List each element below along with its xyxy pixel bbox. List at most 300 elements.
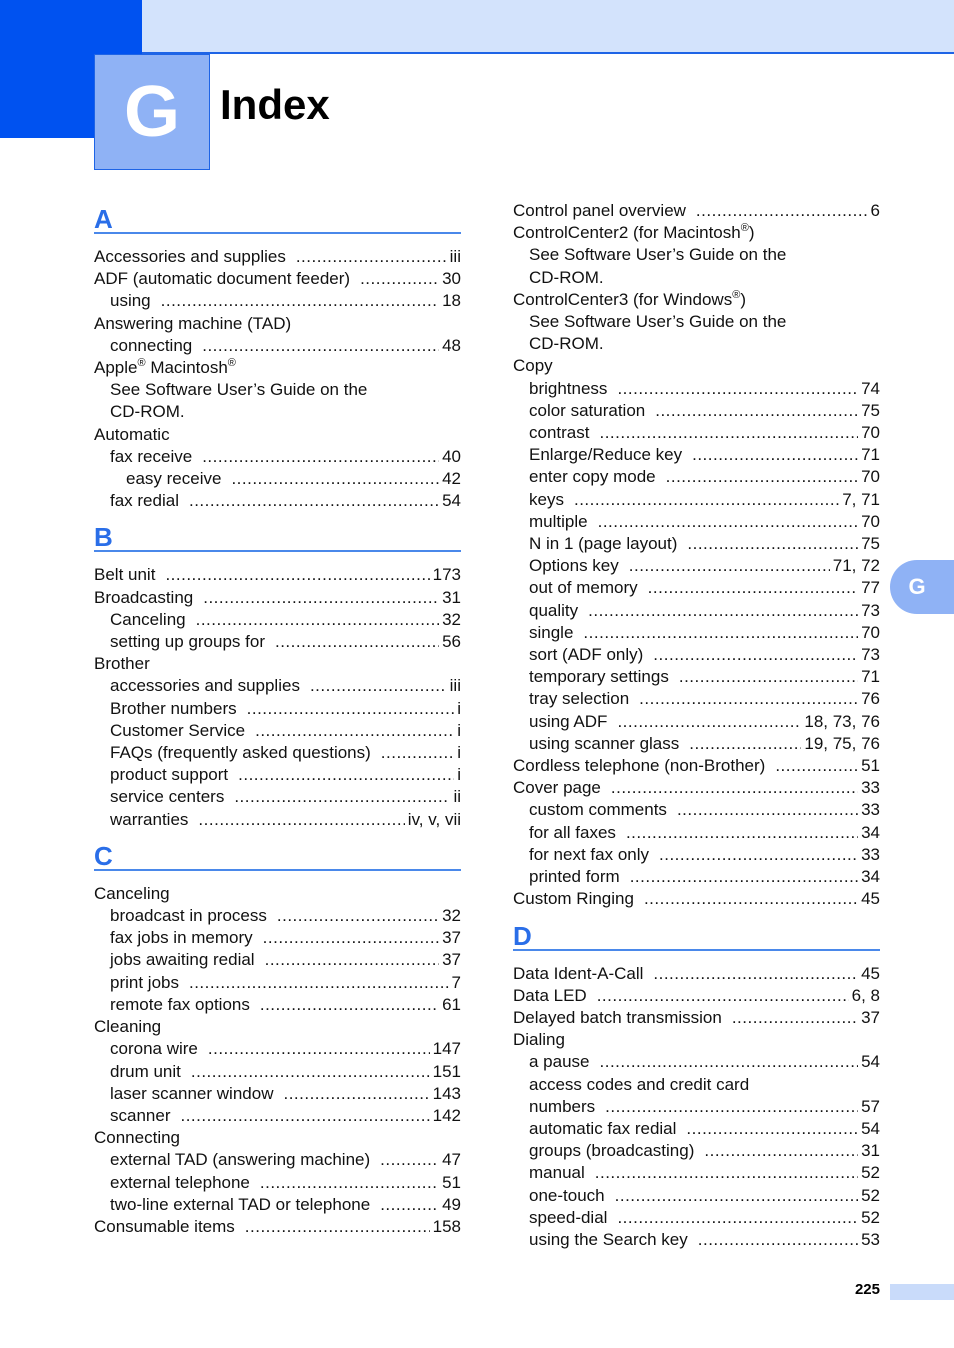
entry-text: CD-ROM. <box>529 334 604 354</box>
dot-leader <box>666 466 858 488</box>
page-reference[interactable]: 47 <box>442 1150 461 1170</box>
index-entry <box>513 378 880 400</box>
index-entry <box>94 809 461 831</box>
entry-term <box>110 675 300 697</box>
page-reference[interactable]: 70 <box>861 467 880 487</box>
entry-term <box>529 866 620 888</box>
page-reference[interactable]: 71, 72 <box>832 556 880 576</box>
page-reference[interactable]: 18, 73, 76 <box>804 711 880 731</box>
entry-term <box>513 755 765 777</box>
page-reference[interactable]: iii <box>449 676 461 696</box>
page-reference[interactable]: 52 <box>861 1163 880 1183</box>
entry-text: using the Search key <box>529 1229 688 1249</box>
entry-text: sort (ADF only) <box>529 645 644 665</box>
entry-term <box>126 468 221 490</box>
page-reference[interactable]: i <box>457 698 461 718</box>
entry-term <box>513 355 553 377</box>
dot-leader <box>679 666 858 688</box>
page-reference[interactable]: 33 <box>861 800 880 820</box>
index-entry <box>513 400 880 422</box>
page-reference[interactable]: i <box>457 765 461 785</box>
entry-term <box>110 401 185 423</box>
entry-text: Connecting <box>94 1128 181 1148</box>
entry-text: See Software User’s Guide on the <box>529 245 787 265</box>
index-section <box>513 200 880 911</box>
page-number: 225 <box>854 1281 880 1298</box>
entry-text: accessories and supplies <box>110 676 300 696</box>
page-reference[interactable]: 75 <box>861 400 880 420</box>
entry-term <box>529 244 786 266</box>
page-reference[interactable]: 73 <box>861 645 880 665</box>
page-reference[interactable]: 45 <box>861 889 880 909</box>
entry-term <box>110 379 367 401</box>
page-reference[interactable]: 52 <box>861 1207 880 1227</box>
index-entry <box>513 985 880 1007</box>
entry-text: access codes and credit card <box>529 1074 750 1094</box>
dot-leader <box>598 511 858 533</box>
page-reference[interactable]: 70 <box>861 511 880 531</box>
index-entry <box>513 1229 880 1251</box>
index-entry <box>513 555 880 577</box>
dot-leader <box>260 1172 439 1194</box>
entry-text: fax receive <box>110 446 193 466</box>
entry-text: product support <box>110 765 229 785</box>
entry-term <box>529 1207 607 1229</box>
entry-text: Delayed batch transmission <box>513 1007 722 1027</box>
entry-text: CD-ROM. <box>110 402 185 422</box>
entry-term <box>110 949 255 971</box>
entry-term <box>110 290 151 312</box>
page-reference[interactable]: 45 <box>861 963 880 983</box>
entry-term <box>529 489 564 511</box>
dot-leader <box>265 949 439 971</box>
entry-text: Automatic <box>94 424 170 444</box>
index-entry <box>94 335 461 357</box>
entry-text: Belt unit <box>94 565 156 585</box>
page-reference[interactable]: i <box>457 743 461 763</box>
index-entry <box>94 246 461 268</box>
index-entry <box>94 468 461 490</box>
entry-term <box>529 711 607 733</box>
entry-text: Custom Ringing <box>513 889 634 909</box>
section-letter: B <box>94 522 113 553</box>
dot-leader <box>161 290 439 312</box>
page-reference[interactable]: 31 <box>442 587 461 607</box>
page-reference[interactable]: 7 <box>451 972 461 992</box>
index-entry <box>94 1105 461 1127</box>
registered-mark: ® <box>732 288 741 301</box>
entry-term <box>110 631 265 653</box>
index-entry <box>94 675 461 697</box>
section-divider <box>94 550 461 552</box>
dot-leader <box>574 489 839 511</box>
entry-term <box>529 622 573 644</box>
entry-term <box>529 311 786 333</box>
page-reference[interactable]: 54 <box>442 491 461 511</box>
entry-term <box>94 313 291 335</box>
entry-term <box>110 1061 181 1083</box>
page-reference[interactable]: 51 <box>442 1172 461 1192</box>
entry-text: CD-ROM. <box>529 267 604 287</box>
entry-term <box>529 644 643 666</box>
dot-leader <box>698 1229 858 1251</box>
index-entry <box>94 401 461 423</box>
page-reference[interactable]: 71 <box>861 667 880 687</box>
entry-text: ADF (automatic document feeder) <box>94 269 351 289</box>
entry-term <box>110 809 188 831</box>
index-entry <box>513 844 880 866</box>
page-reference[interactable]: 40 <box>442 446 461 466</box>
page-reference[interactable]: 142 <box>432 1105 461 1125</box>
index-entry <box>513 1118 880 1140</box>
entry-text: N in 1 (page layout) <box>529 534 678 554</box>
index-entry <box>513 533 880 555</box>
page-reference[interactable]: 75 <box>861 534 880 554</box>
page-reference[interactable]: 57 <box>861 1096 880 1116</box>
index-entry <box>513 244 880 266</box>
page-reference[interactable]: 42 <box>442 469 461 489</box>
entry-text: Brother <box>94 654 150 674</box>
entry-term <box>110 446 192 468</box>
index-entry <box>513 422 880 444</box>
dot-leader <box>617 378 858 400</box>
entry-term <box>94 424 170 446</box>
index-entry <box>513 200 880 222</box>
entry-term <box>529 1051 590 1073</box>
dot-leader <box>381 742 454 764</box>
entry-term <box>94 357 236 379</box>
page-reference[interactable]: 61 <box>442 994 461 1014</box>
entry-text: temporary settings <box>529 667 669 687</box>
entry-text: laser scanner window <box>110 1083 274 1103</box>
entry-term <box>529 1118 676 1140</box>
entry-term <box>110 972 179 994</box>
index-entry <box>513 444 880 466</box>
entry-term <box>529 1162 585 1184</box>
dot-leader <box>696 200 868 222</box>
page-reference[interactable]: 30 <box>442 269 461 289</box>
dot-leader <box>360 268 439 290</box>
dot-leader <box>255 720 454 742</box>
page-reference[interactable]: 53 <box>861 1229 880 1249</box>
entry-term <box>110 927 253 949</box>
index-entry <box>94 698 461 720</box>
index-entry <box>94 1149 461 1171</box>
page-reference[interactable]: 54 <box>861 1052 880 1072</box>
entry-text: Options key <box>529 556 619 576</box>
section-divider <box>94 869 461 871</box>
index-entry <box>94 1216 461 1238</box>
index-entry <box>513 822 880 844</box>
page-reference[interactable]: 37 <box>442 950 461 970</box>
page-reference[interactable]: 74 <box>861 378 880 398</box>
entry-text: Consumable items <box>94 1216 235 1236</box>
page-reference[interactable]: 33 <box>861 778 880 798</box>
index-entry <box>513 267 880 289</box>
page-reference[interactable]: 158 <box>432 1216 461 1236</box>
entry-term <box>529 799 667 821</box>
entry-text: out of memory <box>529 578 638 598</box>
dot-leader <box>189 972 449 994</box>
page-reference[interactable]: 37 <box>442 928 461 948</box>
index-entry <box>94 972 461 994</box>
page-reference[interactable]: 70 <box>861 423 880 443</box>
index-entry <box>513 622 880 644</box>
entry-text: using <box>110 291 151 311</box>
entry-text: Copy <box>513 356 553 376</box>
entry-term <box>513 222 755 244</box>
entry-text: scanner <box>110 1105 171 1125</box>
entry-term <box>529 511 588 533</box>
entry-text: groups (broadcasting) <box>529 1141 695 1161</box>
entry-text: service centers <box>110 787 225 807</box>
entry-text: speed-dial <box>529 1207 608 1227</box>
entry-text: enter copy mode <box>529 467 656 487</box>
index-entry <box>94 1083 461 1105</box>
dot-leader <box>639 688 858 710</box>
entry-text: Data LED <box>513 985 587 1005</box>
index-section <box>94 837 461 1238</box>
page-reference[interactable]: 73 <box>861 600 880 620</box>
index-entry <box>513 466 880 488</box>
entry-text: Cleaning <box>94 1017 162 1037</box>
dot-leader <box>599 422 858 444</box>
index-entry <box>513 777 880 799</box>
entry-term <box>110 490 179 512</box>
dot-leader <box>263 927 439 949</box>
entry-term <box>94 246 286 268</box>
entry-text: ) <box>748 223 755 243</box>
entry-text: external TAD (answering machine) <box>110 1150 371 1170</box>
entry-text: Control panel overview <box>513 201 686 220</box>
page-reference[interactable]: 143 <box>432 1083 461 1103</box>
index-entry <box>94 905 461 927</box>
page-reference[interactable]: 7, 71 <box>842 489 880 509</box>
page-reference[interactable]: 76 <box>861 689 880 709</box>
page-reference[interactable]: 37 <box>861 1007 880 1027</box>
entry-text: warranties <box>110 809 189 829</box>
entry-text: contrast <box>529 423 590 443</box>
entry-text: jobs awaiting redial <box>110 950 255 970</box>
entry-term <box>513 777 601 799</box>
index-entry <box>513 1029 880 1051</box>
entry-term <box>529 1096 595 1118</box>
index-entry <box>513 688 880 710</box>
index-section <box>94 518 461 830</box>
index-entry <box>94 313 461 335</box>
registered-mark: ® <box>137 357 146 370</box>
dot-leader <box>704 1140 858 1162</box>
page-reference[interactable]: 19, 75, 76 <box>804 733 880 753</box>
page-reference[interactable]: i <box>457 720 461 740</box>
entry-term <box>110 742 371 764</box>
page-reference[interactable]: 34 <box>861 822 880 842</box>
index-entry <box>94 564 461 586</box>
entry-text: Enlarge/Reduce key <box>529 445 683 465</box>
entry-text: for next fax only <box>529 844 650 864</box>
dot-leader <box>648 577 858 599</box>
entry-term <box>529 466 656 488</box>
entry-text: single <box>529 622 574 642</box>
dot-leader <box>595 1162 858 1184</box>
page-reference[interactable]: 6 <box>870 201 880 220</box>
entry-term <box>110 698 237 720</box>
index-entry <box>94 883 461 905</box>
chapter-side-tab[interactable] <box>890 560 954 614</box>
page-reference[interactable]: 151 <box>432 1061 461 1081</box>
entry-term <box>529 422 589 444</box>
page-reference[interactable]: 34 <box>861 867 880 887</box>
dot-leader <box>732 1007 858 1029</box>
entry-text: Macintosh <box>145 358 228 378</box>
entry-term <box>529 600 578 622</box>
page-reference[interactable]: 48 <box>442 335 461 355</box>
dot-leader <box>617 1207 858 1229</box>
page-reference[interactable]: 70 <box>861 622 880 642</box>
index-entry <box>94 587 461 609</box>
index-entry <box>94 927 461 949</box>
index-entry <box>94 1016 461 1038</box>
page-reference[interactable]: 54 <box>861 1118 880 1138</box>
entry-text: connecting <box>110 335 193 355</box>
dot-leader <box>775 755 858 777</box>
entry-term <box>110 1194 370 1216</box>
section-letter: A <box>94 204 113 234</box>
page-reference[interactable]: 33 <box>861 844 880 864</box>
dot-leader <box>611 777 858 799</box>
page-reference[interactable]: 31 <box>861 1141 880 1161</box>
page-reference[interactable]: 6, 8 <box>851 985 880 1005</box>
index-section <box>94 200 461 512</box>
page-reference[interactable]: iii <box>449 247 461 266</box>
entry-text: Dialing <box>513 1030 565 1050</box>
entry-text: Canceling <box>94 883 170 903</box>
page-reference[interactable]: 18 <box>442 291 461 311</box>
entry-text: keys <box>529 489 564 509</box>
dot-leader <box>689 733 801 755</box>
page-reference[interactable]: ii <box>453 787 461 807</box>
dot-leader <box>588 600 858 622</box>
entry-term <box>94 883 170 905</box>
index-entry <box>94 1172 461 1194</box>
chapter-letter-tile <box>94 54 210 170</box>
index-entry <box>94 720 461 742</box>
index-entry <box>94 1194 461 1216</box>
index-entry <box>513 1051 880 1073</box>
entry-text: remote fax options <box>110 994 250 1014</box>
entry-term <box>110 720 245 742</box>
index-entry <box>94 357 461 379</box>
page-reference[interactable]: 32 <box>442 906 461 926</box>
index-entry <box>94 653 461 675</box>
entry-text: Cordless telephone (non-Brother) <box>513 756 766 776</box>
section-divider <box>94 232 461 234</box>
dot-leader <box>626 822 858 844</box>
index-entry <box>513 511 880 533</box>
index-entry <box>94 1038 461 1060</box>
page-reference[interactable]: iv, v, vii <box>407 809 461 829</box>
entry-text: Data Ident-A-Call <box>513 963 644 983</box>
entry-term <box>513 1007 722 1029</box>
entry-text: setting up groups for <box>110 632 265 652</box>
entry-term <box>94 268 350 290</box>
entry-text: using scanner glass <box>529 733 680 753</box>
entry-term <box>110 1105 170 1127</box>
index-entry <box>513 333 880 355</box>
page-reference[interactable]: 77 <box>861 578 880 598</box>
entry-term <box>529 444 682 466</box>
page-reference[interactable]: 56 <box>442 632 461 652</box>
dot-leader <box>380 1149 439 1171</box>
entry-text: two-line external TAD or telephone <box>110 1194 371 1214</box>
dot-leader <box>629 555 830 577</box>
dot-leader <box>310 675 447 697</box>
entry-term <box>110 786 224 808</box>
entry-term <box>110 1172 250 1194</box>
entry-text: printed form <box>529 867 620 887</box>
index-entry <box>94 994 461 1016</box>
entry-text: Canceling <box>110 609 186 629</box>
index-entry <box>94 490 461 512</box>
index-entry <box>94 424 461 446</box>
page-reference[interactable]: 147 <box>432 1039 461 1059</box>
section-letter: C <box>94 840 113 871</box>
dot-leader <box>605 1096 858 1118</box>
index-entry <box>513 799 880 821</box>
page-reference[interactable]: 51 <box>861 756 880 776</box>
entry-text: Brother numbers <box>110 698 237 718</box>
dot-leader <box>692 444 858 466</box>
dot-leader <box>583 622 858 644</box>
entry-term <box>110 764 228 786</box>
index-entry <box>94 379 461 401</box>
dot-leader <box>260 994 439 1016</box>
index-entry <box>513 1096 880 1118</box>
dot-leader <box>238 764 454 786</box>
entry-text: fax jobs in memory <box>110 928 253 948</box>
page-reference[interactable]: 52 <box>861 1185 880 1205</box>
entry-term <box>513 888 634 910</box>
dot-leader <box>247 698 455 720</box>
index-entry <box>513 355 880 377</box>
page-reference[interactable]: 71 <box>861 445 880 465</box>
page-reference[interactable]: 173 <box>432 565 461 585</box>
index-entry <box>513 866 880 888</box>
page-reference[interactable]: 32 <box>442 609 461 629</box>
entry-text: corona wire <box>110 1039 198 1059</box>
entry-term <box>94 587 193 609</box>
entry-term <box>529 1185 605 1207</box>
dot-leader <box>245 1216 430 1238</box>
index-entry <box>513 666 880 688</box>
entry-text: ControlCenter3 (for Windows <box>513 289 733 309</box>
dot-leader <box>617 711 801 733</box>
chapter-letter: G <box>123 72 180 152</box>
dot-leader <box>687 533 858 555</box>
index-entry <box>513 733 880 755</box>
index-entry <box>513 755 880 777</box>
page-reference[interactable]: 49 <box>442 1194 461 1214</box>
entry-term <box>110 335 192 357</box>
dot-leader <box>630 866 858 888</box>
index-entry <box>94 609 461 631</box>
entry-text: one-touch <box>529 1185 605 1205</box>
dot-leader <box>677 799 858 821</box>
entry-text: external telephone <box>110 1172 250 1192</box>
entry-term <box>513 1029 565 1051</box>
entry-text: using ADF <box>529 711 608 731</box>
entry-text: tray selection <box>529 689 630 709</box>
